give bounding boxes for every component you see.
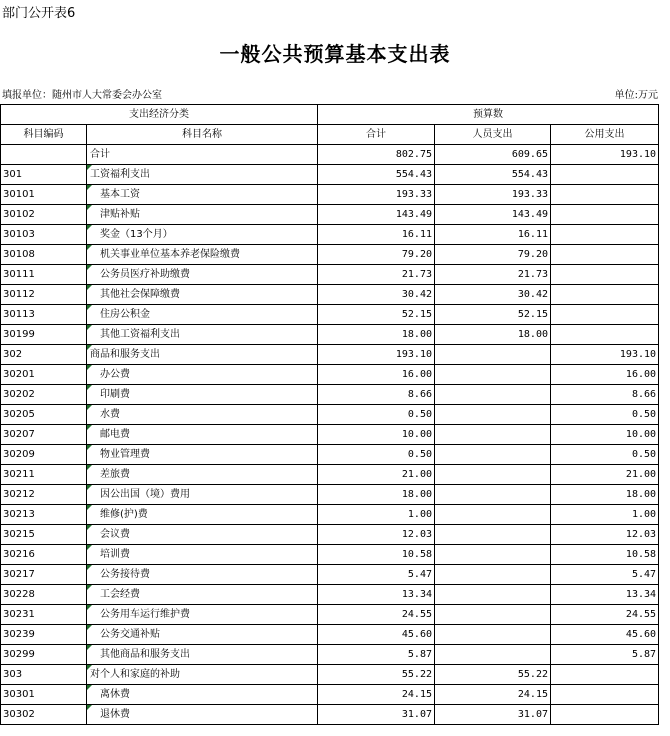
row-code: 30113	[1, 305, 87, 325]
row-total: 52.15	[318, 305, 435, 325]
table-row	[1, 265, 659, 285]
row-name	[87, 345, 318, 365]
row-code: 30228	[1, 585, 87, 605]
reporting-unit	[2, 86, 162, 101]
row-personnel: 609.65	[435, 145, 551, 165]
row-public: 0.50	[551, 405, 659, 425]
row-name-text: 公务用车运行维护费	[100, 609, 190, 620]
cell-marker	[87, 585, 92, 590]
row-code: 30205	[1, 405, 87, 425]
row-code: 30103	[1, 225, 87, 245]
row-total: 5.87	[318, 645, 435, 665]
header-code: 科目编码	[1, 125, 87, 145]
cell-marker	[87, 505, 92, 510]
row-name	[87, 185, 318, 205]
row-public	[551, 205, 659, 225]
row-code: 30201	[1, 365, 87, 385]
table-row	[1, 525, 659, 545]
row-name-text: 其他商品和服务支出	[100, 649, 190, 660]
row-public: 1.00	[551, 505, 659, 525]
row-public	[551, 265, 659, 285]
row-total: 554.43	[318, 165, 435, 185]
row-personnel: 24.15	[435, 685, 551, 705]
table-row	[1, 625, 659, 645]
header-econ-class: 支出经济分类	[1, 105, 318, 125]
row-total: 1.00	[318, 505, 435, 525]
row-code: 30112	[1, 285, 87, 305]
header-public: 公用支出	[551, 125, 659, 145]
row-name	[87, 585, 318, 605]
row-public: 18.00	[551, 485, 659, 505]
row-public: 16.00	[551, 365, 659, 385]
cell-marker	[87, 165, 92, 170]
row-public: 24.55	[551, 605, 659, 625]
row-name-text: 其他工资福利支出	[100, 329, 180, 340]
row-personnel	[435, 565, 551, 585]
row-personnel: 52.15	[435, 305, 551, 325]
row-name-text: 物业管理费	[100, 449, 150, 460]
row-name	[87, 165, 318, 185]
row-code: 30231	[1, 605, 87, 625]
row-name-text: 奖金（13个月）	[100, 229, 173, 240]
budget-table	[0, 104, 659, 725]
row-name	[87, 205, 318, 225]
row-name-text: 培训费	[100, 549, 130, 560]
row-public	[551, 225, 659, 245]
table-row	[1, 445, 659, 465]
table-row	[1, 425, 659, 445]
row-code: 30207	[1, 425, 87, 445]
table-body	[1, 145, 659, 725]
row-name	[87, 485, 318, 505]
row-personnel	[435, 405, 551, 425]
row-name	[87, 565, 318, 585]
row-name-text: 公务接待费	[100, 569, 150, 580]
table-row	[1, 305, 659, 325]
table-row	[1, 465, 659, 485]
row-name-text: 津贴补贴	[100, 209, 140, 220]
row-total: 193.10	[318, 345, 435, 365]
table-row	[1, 605, 659, 625]
row-code: 303	[1, 665, 87, 685]
row-personnel: 193.33	[435, 185, 551, 205]
row-name	[87, 465, 318, 485]
table-row	[1, 505, 659, 525]
row-public: 45.60	[551, 625, 659, 645]
row-total: 24.55	[318, 605, 435, 625]
row-name	[87, 685, 318, 705]
row-code: 30215	[1, 525, 87, 545]
row-code: 30199	[1, 325, 87, 345]
cell-marker	[87, 205, 92, 210]
row-personnel	[435, 585, 551, 605]
cell-marker	[87, 225, 92, 230]
row-personnel	[435, 545, 551, 565]
row-total: 55.22	[318, 665, 435, 685]
row-personnel: 21.73	[435, 265, 551, 285]
header-name: 科目名称	[87, 125, 318, 145]
row-code: 30202	[1, 385, 87, 405]
row-public: 10.58	[551, 545, 659, 565]
row-personnel: 79.20	[435, 245, 551, 265]
row-public: 5.87	[551, 645, 659, 665]
row-name	[87, 645, 318, 665]
table-row	[1, 325, 659, 345]
cell-marker	[87, 265, 92, 270]
row-personnel	[435, 525, 551, 545]
row-code: 30111	[1, 265, 87, 285]
table-row	[1, 685, 659, 705]
table-row	[1, 225, 659, 245]
row-name-text: 其他社会保障缴费	[100, 289, 180, 300]
row-name-text: 公务员医疗补助缴费	[100, 269, 190, 280]
header-personnel: 人员支出	[435, 125, 551, 145]
row-total: 45.60	[318, 625, 435, 645]
row-public: 5.47	[551, 565, 659, 585]
row-total: 13.34	[318, 585, 435, 605]
header-row-columns	[1, 125, 659, 145]
row-public	[551, 305, 659, 325]
row-name-text: 基本工资	[100, 189, 140, 200]
row-public	[551, 245, 659, 265]
row-name	[87, 225, 318, 245]
row-personnel	[435, 365, 551, 385]
row-name-text: 机关事业单位基本养老保险缴费	[100, 249, 240, 260]
row-code: 30301	[1, 685, 87, 705]
table-row	[1, 205, 659, 225]
row-total: 0.50	[318, 445, 435, 465]
row-total: 31.07	[318, 705, 435, 725]
row-name	[87, 445, 318, 465]
table-row	[1, 185, 659, 205]
row-personnel	[435, 485, 551, 505]
cell-marker	[87, 365, 92, 370]
row-personnel: 30.42	[435, 285, 551, 305]
row-name	[87, 245, 318, 265]
row-total: 18.00	[318, 325, 435, 345]
row-name	[87, 665, 318, 685]
row-public: 8.66	[551, 385, 659, 405]
row-total: 16.11	[318, 225, 435, 245]
row-personnel: 16.11	[435, 225, 551, 245]
row-name	[87, 285, 318, 305]
row-public	[551, 185, 659, 205]
row-code: 30213	[1, 505, 87, 525]
cell-marker	[87, 285, 92, 290]
table-row	[1, 665, 659, 685]
row-public	[551, 165, 659, 185]
row-total: 21.73	[318, 265, 435, 285]
row-name	[87, 325, 318, 345]
row-personnel	[435, 385, 551, 405]
header-budget: 预算数	[318, 105, 659, 125]
row-code: 301	[1, 165, 87, 185]
document-label: 部门公开表6	[2, 6, 76, 21]
row-name-text: 邮电费	[100, 429, 130, 440]
table-row	[1, 405, 659, 425]
row-public: 12.03	[551, 525, 659, 545]
cell-marker	[87, 445, 92, 450]
cell-marker	[87, 305, 92, 310]
row-code: 30211	[1, 465, 87, 485]
row-code: 30101	[1, 185, 87, 205]
cell-marker	[87, 545, 92, 550]
row-personnel	[435, 465, 551, 485]
row-public: 193.10	[551, 345, 659, 365]
table-row	[1, 485, 659, 505]
row-name	[87, 365, 318, 385]
row-code: 30102	[1, 205, 87, 225]
row-total: 79.20	[318, 245, 435, 265]
row-public: 193.10	[551, 145, 659, 165]
table-row	[1, 285, 659, 305]
row-public: 21.00	[551, 465, 659, 485]
row-personnel: 31.07	[435, 705, 551, 725]
row-public: 13.34	[551, 585, 659, 605]
cell-marker	[87, 605, 92, 610]
row-total: 10.00	[318, 425, 435, 445]
cell-marker	[87, 185, 92, 190]
table-row	[1, 385, 659, 405]
row-public	[551, 325, 659, 345]
row-personnel	[435, 605, 551, 625]
cell-marker	[87, 705, 92, 710]
row-total: 12.03	[318, 525, 435, 545]
row-personnel: 55.22	[435, 665, 551, 685]
row-total: 24.15	[318, 685, 435, 705]
row-personnel: 143.49	[435, 205, 551, 225]
row-name	[87, 625, 318, 645]
table-row	[1, 345, 659, 365]
cell-marker	[87, 525, 92, 530]
row-code: 30209	[1, 445, 87, 465]
row-name-text: 水费	[100, 409, 120, 420]
unit-of-measure: 单位:万元	[614, 90, 658, 101]
row-personnel: 554.43	[435, 165, 551, 185]
cell-marker	[87, 625, 92, 630]
cell-marker	[87, 645, 92, 650]
row-name-text: 差旅费	[100, 469, 130, 480]
row-name	[87, 605, 318, 625]
row-name-text: 维修(护)费	[100, 509, 148, 520]
cell-marker	[87, 565, 92, 570]
row-name-text: 离休费	[100, 689, 130, 700]
row-name	[87, 425, 318, 445]
row-name-text: 工会经费	[100, 589, 140, 600]
reporting-unit-name: 随州市人大常委会办公室	[52, 90, 162, 101]
row-total: 193.33	[318, 185, 435, 205]
row-code: 302	[1, 345, 87, 365]
row-code: 30239	[1, 625, 87, 645]
row-total: 21.00	[318, 465, 435, 485]
row-total: 143.49	[318, 205, 435, 225]
row-name	[87, 305, 318, 325]
cell-marker	[87, 325, 92, 330]
cell-marker	[87, 465, 92, 470]
cell-marker	[87, 665, 92, 670]
row-name-text: 办公费	[100, 369, 130, 380]
row-total: 30.42	[318, 285, 435, 305]
row-personnel	[435, 425, 551, 445]
cell-marker	[87, 385, 92, 390]
row-name-text: 因公出国（境）费用	[100, 489, 190, 500]
row-total: 18.00	[318, 485, 435, 505]
row-name-text: 退休费	[100, 709, 130, 720]
row-code: 30108	[1, 245, 87, 265]
row-code	[1, 145, 87, 165]
cell-marker	[87, 405, 92, 410]
cell-marker	[87, 685, 92, 690]
row-code: 30302	[1, 705, 87, 725]
row-name	[87, 405, 318, 425]
row-public	[551, 285, 659, 305]
row-name	[87, 385, 318, 405]
row-personnel	[435, 445, 551, 465]
row-name: 合计	[87, 145, 318, 165]
row-total: 16.00	[318, 365, 435, 385]
row-name-text: 商品和服务支出	[90, 349, 160, 360]
row-personnel	[435, 625, 551, 645]
row-name	[87, 505, 318, 525]
cell-marker	[87, 245, 92, 250]
row-name	[87, 265, 318, 285]
row-name	[87, 705, 318, 725]
row-code: 30299	[1, 645, 87, 665]
table-row	[1, 145, 659, 165]
row-name-text: 公务交通补贴	[100, 629, 160, 640]
header-row-group	[1, 105, 659, 125]
table-row	[1, 565, 659, 585]
cell-marker	[87, 485, 92, 490]
row-code: 30216	[1, 545, 87, 565]
row-personnel	[435, 645, 551, 665]
table-row	[1, 645, 659, 665]
reporting-unit-prefix: 填报单位：	[2, 90, 52, 101]
row-public: 0.50	[551, 445, 659, 465]
row-name	[87, 525, 318, 545]
row-personnel: 18.00	[435, 325, 551, 345]
row-public	[551, 665, 659, 685]
row-public: 10.00	[551, 425, 659, 445]
row-name-text: 会议费	[100, 529, 130, 540]
row-name-text: 对个人和家庭的补助	[90, 669, 180, 680]
row-personnel	[435, 505, 551, 525]
row-name-text: 住房公积金	[100, 309, 150, 320]
row-total: 10.58	[318, 545, 435, 565]
row-total: 5.47	[318, 565, 435, 585]
table-row	[1, 585, 659, 605]
row-name-text: 印刷费	[100, 389, 130, 400]
row-personnel	[435, 345, 551, 365]
page-title: 一般公共预算基本支出表	[219, 42, 451, 66]
table-row	[1, 245, 659, 265]
table-row	[1, 705, 659, 725]
row-public	[551, 705, 659, 725]
row-code: 30212	[1, 485, 87, 505]
cell-marker	[87, 425, 92, 430]
table-row	[1, 545, 659, 565]
row-name-text: 工资福利支出	[90, 169, 150, 180]
table-row	[1, 365, 659, 385]
row-public	[551, 685, 659, 705]
row-code: 30217	[1, 565, 87, 585]
row-total: 0.50	[318, 405, 435, 425]
header-total: 合计	[318, 125, 435, 145]
cell-marker	[87, 345, 92, 350]
row-name	[87, 545, 318, 565]
row-total: 802.75	[318, 145, 435, 165]
row-total: 8.66	[318, 385, 435, 405]
table-row	[1, 165, 659, 185]
